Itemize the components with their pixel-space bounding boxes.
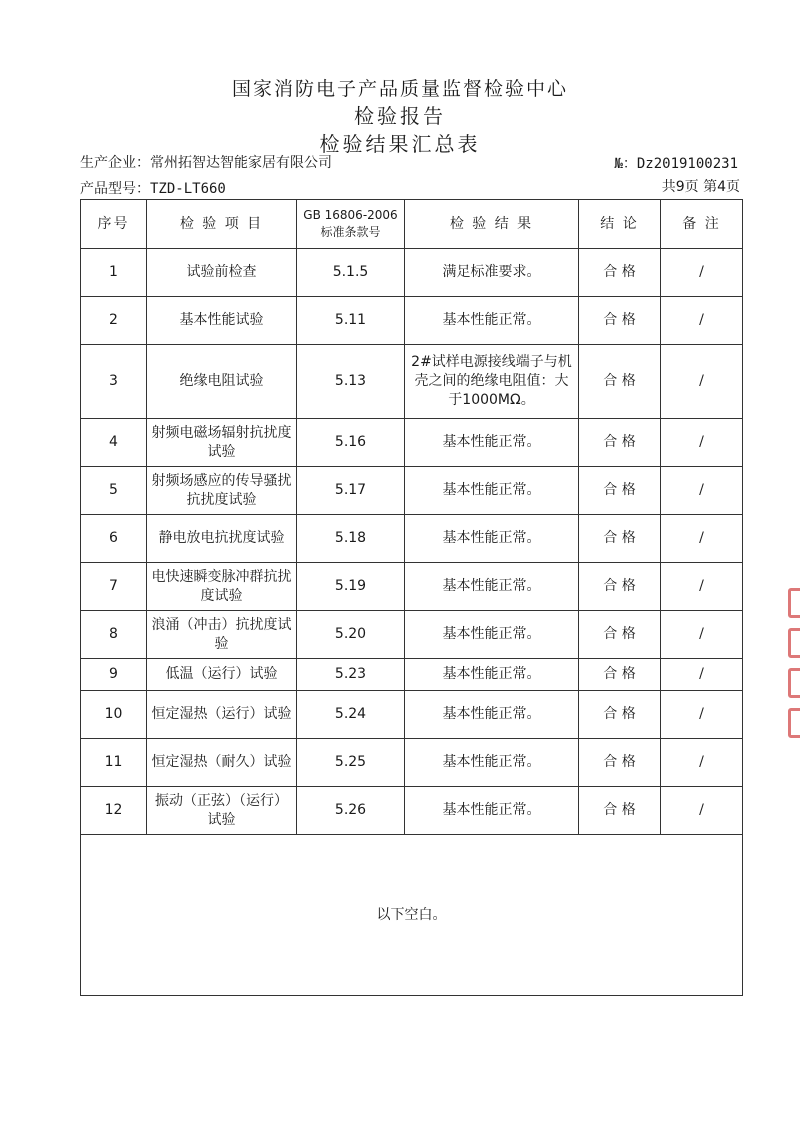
row-number: 4: [81, 419, 147, 467]
conclusion: 合 格: [579, 345, 661, 419]
test-result: 基本性能正常。: [405, 611, 579, 659]
test-item: 试验前检查: [147, 249, 297, 297]
remark: /: [661, 563, 743, 611]
standard-clause: 5.13: [297, 345, 405, 419]
table-header-row: [81, 200, 743, 249]
remark: /: [661, 515, 743, 563]
row-number: 1: [81, 249, 147, 297]
standard-clause: 5.16: [297, 419, 405, 467]
org-name: 国家消防电子产品质量监督检验中心: [231, 78, 568, 100]
row-number: 8: [81, 611, 147, 659]
conclusion: 合 格: [579, 419, 661, 467]
standard-clause: 5.20: [297, 611, 405, 659]
report-subtitle: 检验结果汇总表: [319, 132, 481, 156]
conclusion: 合 格: [579, 659, 661, 691]
report-number: №：Dz2019100231: [614, 156, 738, 172]
company-line: [80, 152, 332, 172]
remark: /: [661, 419, 743, 467]
test-result: 2#试样电源接线端子与机壳之间的绝缘电阻值：大于1000MΩ。: [405, 345, 579, 419]
test-item: 恒定湿热（耐久）试验: [147, 739, 297, 787]
test-item: 静电放电抗扰度试验: [147, 515, 297, 563]
test-item: 射频场感应的传导骚扰抗扰度试验: [147, 467, 297, 515]
page-count: 共9页 第4页: [661, 179, 740, 195]
col-header-no: 序号: [81, 200, 147, 249]
table-row: [81, 787, 743, 835]
remark: /: [661, 691, 743, 739]
standard-clause: 5.18: [297, 515, 405, 563]
row-number: 7: [81, 563, 147, 611]
table-row: [81, 249, 743, 297]
remark: /: [661, 787, 743, 835]
conclusion: 合 格: [579, 515, 661, 563]
remark: /: [661, 297, 743, 345]
test-result: 基本性能正常。: [405, 419, 579, 467]
conclusion: 合 格: [579, 563, 661, 611]
row-number: 12: [81, 787, 147, 835]
row-number: 3: [81, 345, 147, 419]
conclusion: 合 格: [579, 297, 661, 345]
standard-clause: 5.23: [297, 659, 405, 691]
standard-clause-label: 标准条款号: [320, 225, 381, 239]
test-result: 基本性能正常。: [405, 787, 579, 835]
results-table: [80, 199, 743, 996]
conclusion: 合 格: [579, 691, 661, 739]
standard-clause: 5.19: [297, 563, 405, 611]
remark: /: [661, 467, 743, 515]
table-row: [81, 467, 743, 515]
table-row: [81, 611, 743, 659]
company-name: 常州拓智达智能家居有限公司: [150, 155, 332, 171]
test-result: 基本性能正常。: [405, 563, 579, 611]
row-number: 10: [81, 691, 147, 739]
standard-clause: 5.1.5: [297, 249, 405, 297]
table-row: [81, 345, 743, 419]
remark: /: [661, 739, 743, 787]
test-item: 基本性能试验: [147, 297, 297, 345]
standard-clause: 5.24: [297, 691, 405, 739]
test-result: 基本性能正常。: [405, 297, 579, 345]
test-item: 恒定湿热（运行）试验: [147, 691, 297, 739]
conclusion: 合 格: [579, 467, 661, 515]
table-row: [81, 659, 743, 691]
col-header-conclusion: 结 论: [579, 200, 661, 249]
standard-clause: 5.25: [297, 739, 405, 787]
model-number: TZD-LT660: [150, 181, 226, 197]
col-header-standard: [297, 200, 405, 249]
standard-code: GB 16806-2006: [303, 208, 398, 222]
test-result: 基本性能正常。: [405, 659, 579, 691]
test-item: 低温（运行）试验: [147, 659, 297, 691]
row-number: 5: [81, 467, 147, 515]
model-label: 产品型号：: [80, 181, 150, 197]
standard-clause: 5.17: [297, 467, 405, 515]
table-row: [81, 563, 743, 611]
test-item: 射频电磁场辐射抗扰度试验: [147, 419, 297, 467]
col-header-remark: 备 注: [661, 200, 743, 249]
standard-clause: 5.26: [297, 787, 405, 835]
col-header-result: 检 验 结 果: [405, 200, 579, 249]
row-number: 6: [81, 515, 147, 563]
test-item: 电快速瞬变脉冲群抗扰度试验: [147, 563, 297, 611]
table-row: [81, 419, 743, 467]
test-item: 振动（正弦）（运行）试验: [147, 787, 297, 835]
table-row: [81, 739, 743, 787]
test-result: 满足标准要求。: [405, 249, 579, 297]
table-row: [81, 297, 743, 345]
test-result: 基本性能正常。: [405, 467, 579, 515]
remark: /: [661, 611, 743, 659]
conclusion: 合 格: [579, 787, 661, 835]
conclusion: 合 格: [579, 249, 661, 297]
row-number: 11: [81, 739, 147, 787]
col-header-item: 检 验 项 目: [147, 200, 297, 249]
test-item: 浪涌（冲击）抗扰度试验: [147, 611, 297, 659]
standard-clause: 5.11: [297, 297, 405, 345]
conclusion: 合 格: [579, 611, 661, 659]
company-label: 生产企业：: [80, 155, 150, 171]
table-row: [81, 691, 743, 739]
test-result: 基本性能正常。: [405, 739, 579, 787]
test-result: 基本性能正常。: [405, 515, 579, 563]
model-line: [80, 178, 226, 198]
remark: /: [661, 659, 743, 691]
remark: /: [661, 345, 743, 419]
remark: /: [661, 249, 743, 297]
row-number: 9: [81, 659, 147, 691]
table-row: [81, 515, 743, 563]
row-number: 2: [81, 297, 147, 345]
test-result: 基本性能正常。: [405, 691, 579, 739]
report-title: 检验报告: [354, 104, 446, 128]
seal-stamp-fragment: [788, 582, 800, 752]
conclusion: 合 格: [579, 739, 661, 787]
test-item: 绝缘电阻试验: [147, 345, 297, 419]
footer-row: [81, 835, 743, 996]
blank-note: 以下空白。: [81, 835, 743, 996]
